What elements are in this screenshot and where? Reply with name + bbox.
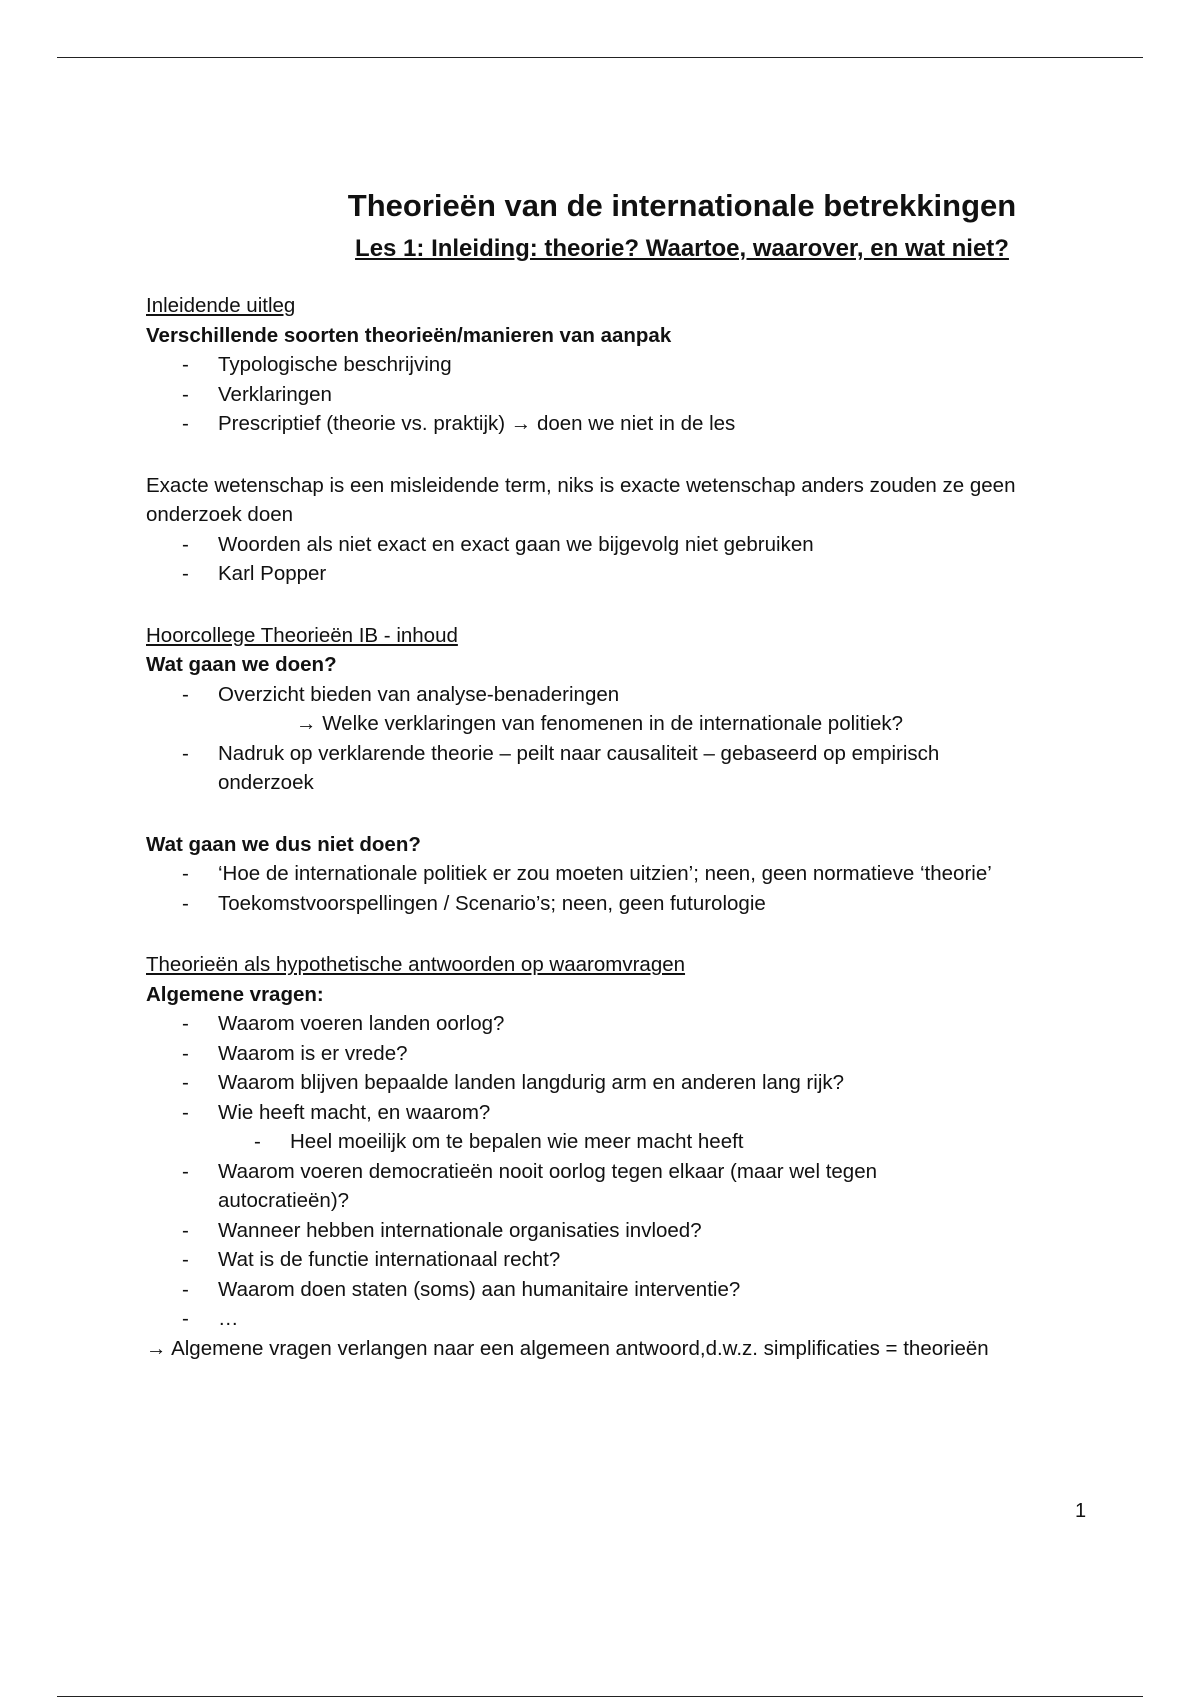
- list-item: - Overzicht bieden van analyse-benaderingen: [146, 680, 1086, 710]
- list-item: - Waarom doen staten (soms) aan humanitaire interventie?: [146, 1275, 1086, 1305]
- list-item: [146, 1157, 1086, 1216]
- section-subheading-types: Verschillende soorten theorieën/manieren van aanpak: [146, 323, 672, 347]
- list-item: - Waarom voeren landen oorlog?: [146, 1009, 1086, 1039]
- list-item: - Wanneer hebben internationale organisaties invloed?: [146, 1216, 1086, 1246]
- paragraph-line: Exacte wetenschap is een misleidende term, niks is exacte wetenschap anders zouden ze geen: [146, 473, 1016, 497]
- questions-list: [146, 1009, 1086, 1334]
- what-we-do-list: [146, 680, 1086, 798]
- list-item: - ‘Hoe de internationale politiek er zou moeten uitzien’; neen, geen normatieve ‘theorie’: [146, 859, 1086, 889]
- section-subheading-what-we-dont: Wat gaan we dus niet doen?: [146, 832, 421, 856]
- header-rule: [57, 57, 1143, 58]
- list-item: - Wat is de functie internationaal recht?: [146, 1245, 1086, 1275]
- list-item: - Karl Popper: [146, 559, 1086, 589]
- section-heading-questions: Theorieën als hypothetische antwoorden op waaromvragen: [146, 953, 686, 976]
- section-subheading-what-we-do: Wat gaan we doen?: [146, 653, 337, 676]
- list-item: - Wie heeft macht, en waarom?: [146, 1098, 1086, 1128]
- page-number: 1: [1075, 1500, 1087, 1522]
- list-item: - Verklaringen: [146, 380, 1086, 410]
- list-item: - Toekomstvoorspellingen / Scenario’s; neen, geen futurologie: [146, 889, 1086, 919]
- section-subheading-general-questions: Algemene vragen:: [146, 982, 324, 1006]
- document-title: Theorieën van de internationale betrekkingen: [347, 188, 1017, 223]
- list-item-line: autocratieën)?: [218, 1189, 350, 1212]
- list-item: - Typologische beschrijving: [146, 350, 1086, 380]
- exact-science-list: [146, 530, 1086, 589]
- list-item-line: onderzoek: [218, 771, 314, 794]
- list-item-line: Nadruk op verklarende theorie – peilt naar causaliteit – gebaseerd op empirisch: [218, 741, 940, 765]
- list-item-sub: - Heel moeilijk om te bepalen wie meer macht heeft: [146, 1127, 1086, 1157]
- list-item: - Woorden als niet exact en exact gaan we bijgevolg niet gebruiken: [146, 530, 1086, 560]
- list-item: - Waarom is er vrede?: [146, 1039, 1086, 1069]
- list-item-line: Waarom voeren democratieën nooit oorlog tegen elkaar (maar wel tegen: [218, 1159, 878, 1183]
- paragraph-line: onderzoek doen: [146, 503, 294, 526]
- list-item-sub: → Welke verklaringen van fenomenen in de internationale politiek?: [296, 712, 904, 735]
- what-we-dont-list: [146, 859, 1086, 918]
- list-item: - …: [146, 1304, 1086, 1334]
- types-list: [146, 350, 1086, 439]
- section-heading-course: Hoorcollege Theorieën IB - inhoud: [146, 623, 458, 647]
- list-item: [146, 739, 1086, 798]
- list-item: - Prescriptief (theorie vs. praktijk) → doen we niet in de les: [146, 409, 1086, 439]
- lesson-subtitle: [332, 229, 1032, 269]
- list-item: - Waarom blijven bepaalde landen langdurig arm en anderen lang rijk?: [146, 1068, 1086, 1098]
- section-heading-intro: Inleidende uitleg: [146, 294, 296, 317]
- conclusion-line: → Algemene vragen verlangen naar een algemeen antwoord,d.w.z. simplificaties = theorieën: [146, 1336, 989, 1360]
- document-body: [146, 183, 1086, 1363]
- lesson-subtitle-text: Les 1: Inleiding: theorie? Waartoe, waarover, en wat niet?: [355, 235, 1009, 262]
- footer-rule: [57, 1696, 1143, 1697]
